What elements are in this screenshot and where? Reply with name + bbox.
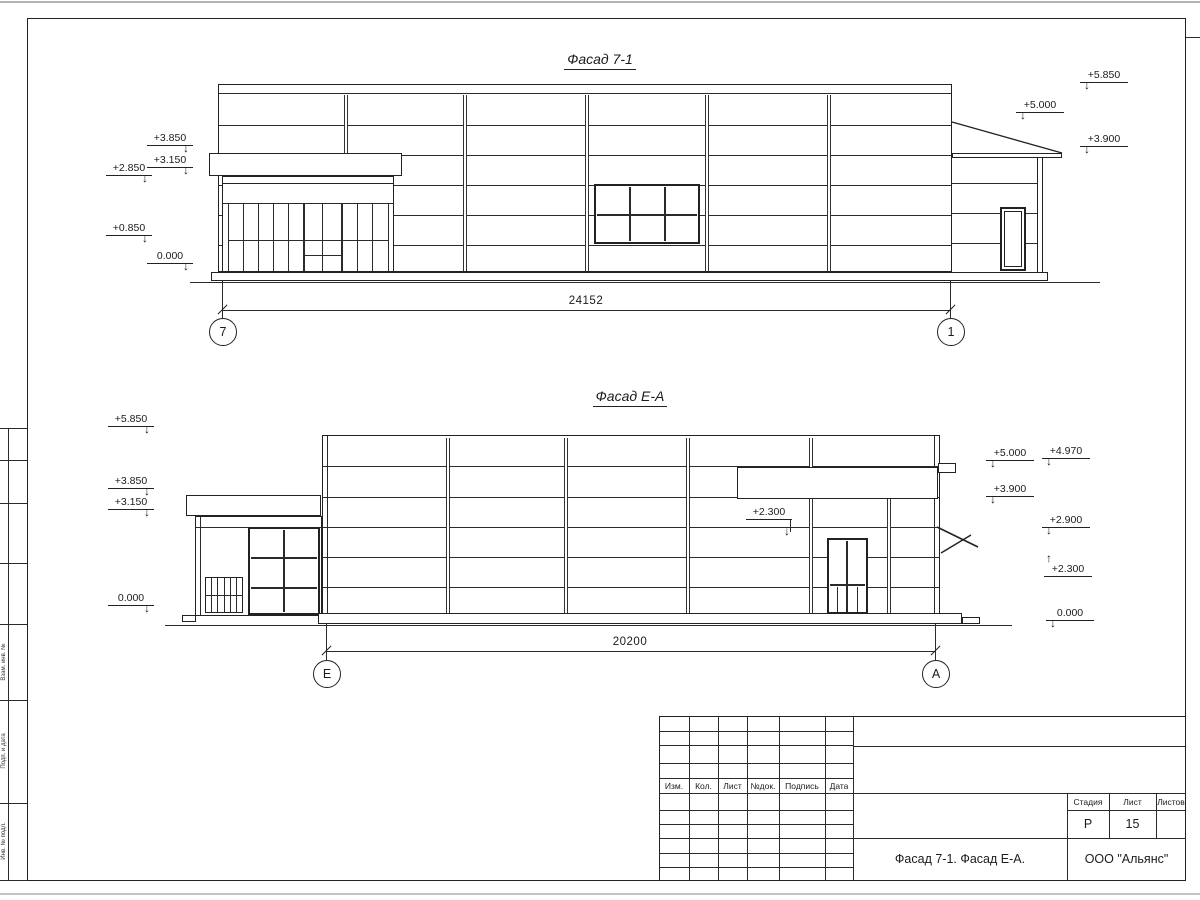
elevation-mark: +3.900 ↓ [1080,133,1128,147]
line [747,716,748,881]
down-arrow-icon: ↓ [1084,142,1090,156]
organization-name: ООО "Альянс" [1084,852,1169,866]
line [659,763,853,764]
line [659,824,853,825]
down-arrow-icon: ↓ [144,484,150,498]
stage-value: Р [1083,817,1093,831]
elevation-mark: +2.300 ↑ [1044,563,1092,577]
down-arrow-icon: ↓ [183,141,189,155]
line [689,716,690,881]
elevation-mark: 0.000 ↓ [147,250,193,264]
axis-label: А [931,667,941,681]
line [659,867,853,868]
line [659,853,853,854]
axis-label: Е [322,667,332,681]
down-arrow-icon: ↓ [1046,454,1052,468]
margin-stamp-label: Подп. и дата [1,733,7,769]
elevation-mark: +2.900 ↓ [1042,514,1090,528]
rev-col-header: Кол. [695,781,712,791]
line [853,838,1186,839]
rev-col-header: Лист [723,781,742,791]
down-arrow-icon: ↓ [144,422,150,436]
elevation-mark: +4.970 ↓ [1042,445,1090,459]
facade-title-text: Фасад Е-А [593,388,668,407]
line [659,745,853,746]
sheet-header: Лист [1123,797,1142,807]
elevation-mark: 0.000 ↓ [1046,607,1094,621]
sheet-number: 15 [1125,817,1140,831]
line [659,731,853,732]
down-arrow-icon: ↓ [784,524,790,538]
elevation-mark: +3.150 ↓ [108,496,154,510]
down-arrow-icon: ↓ [1084,78,1090,92]
down-arrow-icon: ↓ [1050,616,1056,630]
elevation-mark: 0.000 ↓ [108,592,154,606]
line [825,716,826,881]
line [779,716,780,881]
line [853,746,1186,747]
line [718,716,719,881]
down-arrow-icon: ↓ [144,505,150,519]
up-arrow-icon: ↑ [1046,551,1052,565]
elevation-mark: +5.000 ↓ [1016,99,1064,113]
line [853,793,1186,794]
elevation-mark: +3.850 ↓ [108,475,154,489]
rev-col-header: Дата [829,781,849,791]
down-arrow-icon: ↓ [183,163,189,177]
sheets-header: Листов [1157,797,1185,807]
down-arrow-icon: ↓ [1020,108,1026,122]
elevation-mark: +3.150 ↓ [147,154,193,168]
elevation-mark: +5.850 ↓ [108,413,154,427]
dimension-text: 20200 [612,636,648,648]
down-arrow-icon: ↓ [990,456,996,470]
down-arrow-icon: ↓ [183,259,189,273]
elevation-mark: +5.850 ↓ [1080,69,1128,83]
elevation-mark: +3.850 ↓ [147,132,193,146]
elevation-mark: +2.300 [746,506,792,520]
dimension-text: 24152 [568,295,604,307]
down-arrow-icon: ↓ [142,231,148,245]
rev-col-header: №док. [750,781,776,791]
line [659,838,853,839]
elevation-mark: +2.850 ↓ [106,162,152,176]
elevation-mark: +3.900 ↓ [986,483,1034,497]
line [1067,810,1186,811]
down-arrow-icon: ↓ [1046,523,1052,537]
rev-col-header: Изм. [664,781,684,791]
facade-title-text: Фасад 7-1 [564,51,636,70]
down-arrow-icon: ↓ [990,492,996,506]
elevation-mark: +5.000 ↓ [986,447,1034,461]
margin-stamp-label: Взам. инв. № [1,643,7,681]
rev-col-header: Подпись [785,781,819,791]
axis-label: 1 [947,325,955,339]
down-arrow-icon: ↓ [142,171,148,185]
down-arrow-icon: ↓ [144,601,150,615]
axis-label: 7 [219,325,227,339]
elevation-mark: +0.850 ↓ [106,222,152,236]
margin-stamp-label: Инв. № подл. [1,822,7,860]
document-title: Фасад 7-1. Фасад Е-А. [894,852,1026,866]
line [659,810,853,811]
line [659,793,853,794]
stage-header: Стадия [1073,797,1103,807]
